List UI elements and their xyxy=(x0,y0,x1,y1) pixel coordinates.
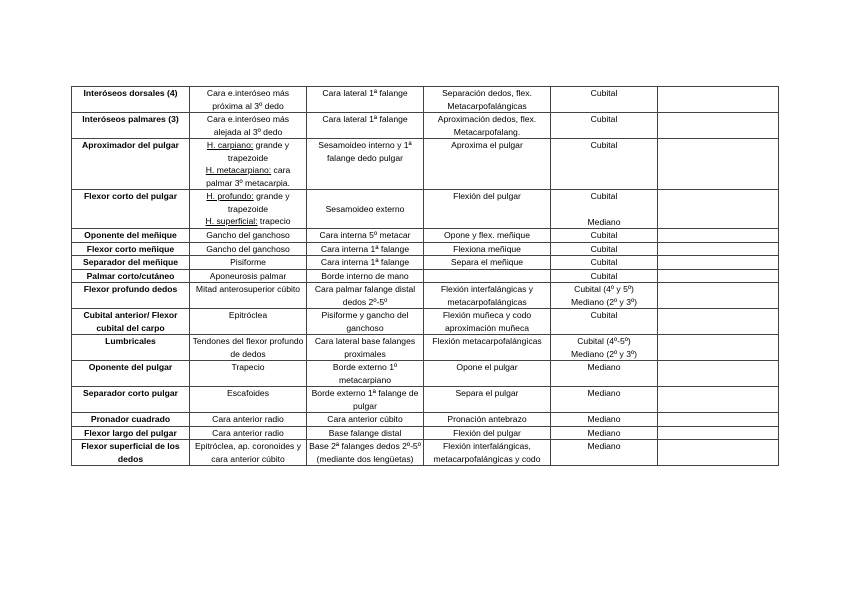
empty-cell xyxy=(658,229,779,243)
empty-cell xyxy=(658,269,779,283)
empty-cell xyxy=(658,426,779,440)
action-cell: Flexión muñeca y codo aproximación muñeca xyxy=(424,309,551,335)
innervation-cell: Cubital xyxy=(551,309,658,335)
origin-head-label: H. carpiano: xyxy=(206,140,254,150)
innervation-cell: Mediano xyxy=(551,426,658,440)
innervation-cell: Mediano xyxy=(551,440,658,466)
muscle-name: Lumbricales xyxy=(72,335,190,361)
origin-cell: Escafoides xyxy=(190,387,307,413)
muscle-name: Flexor corto meñique xyxy=(72,242,190,256)
origin-cell: Gancho del ganchoso xyxy=(190,242,307,256)
action-cell: Separa el meñique xyxy=(424,256,551,270)
insertion-cell: Borde externo 1ª falange de pulgar xyxy=(307,387,424,413)
table-row xyxy=(72,309,779,335)
insertion-cell xyxy=(307,190,424,229)
origin-cell: Cara anterior radio xyxy=(190,413,307,427)
muscle-name: Interóseos palmares (3) xyxy=(72,113,190,139)
insertion-cell: Borde externo 1º metacarpiano xyxy=(307,361,424,387)
table-row xyxy=(72,242,779,256)
table-row xyxy=(72,113,779,139)
insertion-cell: Cara interna 1ª falange xyxy=(307,242,424,256)
action-cell: Flexiona meñique xyxy=(424,242,551,256)
origin-cell xyxy=(190,139,307,190)
origin-cell: Mitad anterosuperior cúbito xyxy=(190,283,307,309)
action-cell: Flexión del pulgar xyxy=(424,190,551,229)
table-row xyxy=(72,87,779,113)
origin-cell: Cara e.interóseo más alejada al 3º dedo xyxy=(190,113,307,139)
empty-cell xyxy=(658,87,779,113)
innervation-cell: Cubital xyxy=(551,269,658,283)
innervation-text: Mediano (2º y 3º) xyxy=(571,348,637,359)
empty-cell xyxy=(658,242,779,256)
table-row xyxy=(72,283,779,309)
table-row xyxy=(72,229,779,243)
innervation-cell: Cubital xyxy=(551,256,658,270)
muscle-table xyxy=(71,86,779,466)
insertion-cell: Cara lateral base falanges proximales xyxy=(307,335,424,361)
table-row xyxy=(72,269,779,283)
action-cell: Flexión interfalángicas, metacarpofalángicas y codo xyxy=(424,440,551,466)
table-row xyxy=(72,361,779,387)
action-cell: Opone y flex. meñique xyxy=(424,229,551,243)
innervation-text: Mediano xyxy=(587,216,621,227)
muscle-name: Flexor profundo dedos xyxy=(72,283,190,309)
insertion-cell: Cara palmar falange distal dedos 2º-5º xyxy=(307,283,424,309)
empty-cell xyxy=(658,361,779,387)
origin-head-text: grande y trapezoide xyxy=(227,140,290,163)
empty-cell xyxy=(658,440,779,466)
insertion-text: Sesamoideo externo xyxy=(325,204,405,214)
innervation-cell: Cubital xyxy=(551,229,658,243)
table-row xyxy=(72,413,779,427)
innervation-cell xyxy=(551,190,658,229)
action-cell xyxy=(424,269,551,283)
origin-head-label: H. metacarpiano: xyxy=(205,165,272,175)
origin-cell: Gancho del ganchoso xyxy=(190,229,307,243)
origin-cell: Cara anterior radio xyxy=(190,426,307,440)
innervation-cell: Cubital xyxy=(551,113,658,139)
muscle-name: Palmar corto/cutáneo xyxy=(72,269,190,283)
origin-cell xyxy=(190,190,307,229)
empty-cell xyxy=(658,113,779,139)
muscle-name: Oponente del meñique xyxy=(72,229,190,243)
origin-cell: Trapecio xyxy=(190,361,307,387)
empty-cell xyxy=(658,256,779,270)
action-cell: Aproxima el pulgar xyxy=(424,139,551,190)
innervation-text: Mediano (2º y 3º) xyxy=(571,296,637,307)
innervation-cell: Cubital xyxy=(551,139,658,190)
innervation-cell: Cubital xyxy=(551,87,658,113)
origin-cell: Cara e.interóseo más próxima al 3º dedo xyxy=(190,87,307,113)
innervation-text: Cubital (4º-5º) xyxy=(577,336,631,346)
table-row xyxy=(72,387,779,413)
muscle-name: Pronador cuadrado xyxy=(72,413,190,427)
origin-head-text: cara palmar 3º metacarpia. xyxy=(206,165,291,188)
table-row xyxy=(72,256,779,270)
insertion-cell: Base 2ª falanges dedos 2º-5º (mediante dos lengüetas) xyxy=(307,440,424,466)
innervation-cell xyxy=(551,335,658,361)
action-cell: Flexión interfalángicas y metacarpofalángicas xyxy=(424,283,551,309)
action-cell: Pronación antebrazo xyxy=(424,413,551,427)
empty-cell xyxy=(658,335,779,361)
insertion-cell: Cara lateral 1ª falange xyxy=(307,113,424,139)
origin-cell: Epitróclea, ap. coronoides y cara anterior cúbito xyxy=(190,440,307,466)
empty-cell xyxy=(658,283,779,309)
insertion-cell: Cara anterior cúbito xyxy=(307,413,424,427)
innervation-cell: Mediano xyxy=(551,413,658,427)
insertion-cell: Pisiforme y gancho del ganchoso xyxy=(307,309,424,335)
table-row xyxy=(72,190,779,229)
muscle-name: Separador del meñique xyxy=(72,256,190,270)
empty-cell xyxy=(658,413,779,427)
action-cell: Aproximación dedos, flex. Metacarpofalang. xyxy=(424,113,551,139)
origin-cell: Pisiforme xyxy=(190,256,307,270)
muscle-name: Cubital anterior/ Flexor cubital del carpo xyxy=(72,309,190,335)
innervation-text: Cubital (4º y 5º) xyxy=(574,284,634,294)
table-row xyxy=(72,139,779,190)
origin-cell: Aponeurosis palmar xyxy=(190,269,307,283)
muscle-name: Flexor largo del pulgar xyxy=(72,426,190,440)
table-row xyxy=(72,335,779,361)
empty-cell xyxy=(658,139,779,190)
insertion-cell: Borde interno de mano xyxy=(307,269,424,283)
muscle-name: Separador corto pulgar xyxy=(72,387,190,413)
origin-cell: Epitróclea xyxy=(190,309,307,335)
muscle-name: Interóseos dorsales (4) xyxy=(72,87,190,113)
origin-head-label: H. profundo: xyxy=(206,191,254,201)
insertion-cell: Base falange distal xyxy=(307,426,424,440)
empty-cell xyxy=(658,190,779,229)
table-row xyxy=(72,426,779,440)
action-cell: Flexión metacarpofalángicas xyxy=(424,335,551,361)
innervation-cell xyxy=(551,283,658,309)
action-cell: Separación dedos, flex. Metacarpofalángicas xyxy=(424,87,551,113)
origin-head-text: grande y trapezoide xyxy=(227,191,290,214)
insertion-cell: Cara lateral 1ª falange xyxy=(307,87,424,113)
innervation-text: Cubital xyxy=(590,191,618,201)
origin-cell: Tendones del flexor profundo de dedos xyxy=(190,335,307,361)
muscle-name: Flexor superficial de los dedos xyxy=(72,440,190,466)
origin-head-text: trapecio xyxy=(257,216,291,226)
action-cell: Flexión del pulgar xyxy=(424,426,551,440)
action-cell: Opone el pulgar xyxy=(424,361,551,387)
action-cell: Separa el pulgar xyxy=(424,387,551,413)
empty-cell xyxy=(658,387,779,413)
muscle-name: Flexor corto del pulgar xyxy=(72,190,190,229)
innervation-cell: Mediano xyxy=(551,387,658,413)
insertion-cell: Cara interna 1ª falange xyxy=(307,256,424,270)
innervation-cell: Mediano xyxy=(551,361,658,387)
muscle-name: Aproximador del pulgar xyxy=(72,139,190,190)
empty-cell xyxy=(658,309,779,335)
origin-head-label: H. superficial: xyxy=(205,216,258,226)
innervation-cell: Cubital xyxy=(551,242,658,256)
insertion-cell: Cara interna 5º metacar xyxy=(307,229,424,243)
table-row xyxy=(72,440,779,466)
muscle-name: Oponente del pulgar xyxy=(72,361,190,387)
insertion-cell: Sesamoideo interno y 1ª falange dedo pulgar xyxy=(307,139,424,190)
